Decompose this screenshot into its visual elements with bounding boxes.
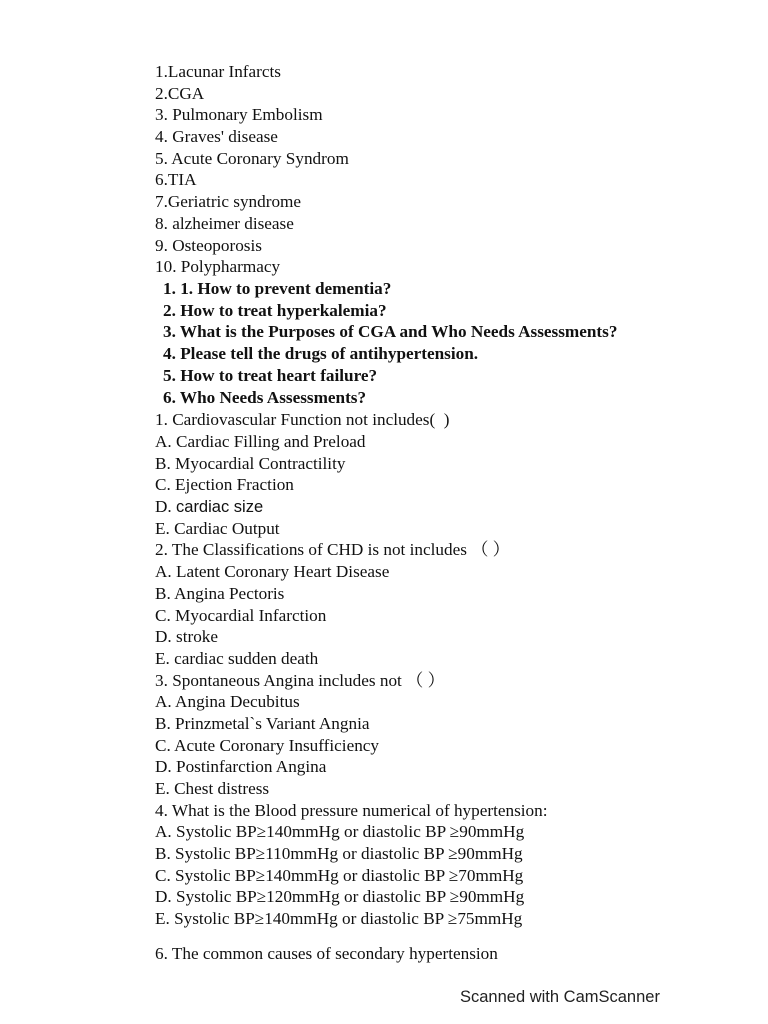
mcq-option: E. Systolic BP≥140mmHg or diastolic BP ≥75mmHg	[155, 909, 523, 929]
mcq-question: 1. Cardiovascular Function not includes( )	[155, 410, 450, 430]
short-question: 6. Who Needs Assessments?	[163, 388, 367, 408]
mcq-option: E. Chest distress	[155, 779, 270, 799]
mcq-option: B. Myocardial Contractility	[155, 453, 346, 473]
mcq-block	[155, 670, 625, 800]
mcq-option: C. Systolic BP≥140mmHg or diastolic BP ≥70mmHg	[155, 865, 524, 885]
topic-item: 1.Lacunar Infarcts	[155, 62, 281, 81]
topic-item: 8. alzheimer disease	[155, 213, 294, 233]
mcq-option: A. Cardiac Filling and Preload	[155, 432, 366, 452]
short-question: 3. What is the Purposes of CGA and Who Needs Assessments?	[163, 322, 618, 342]
mcq-block	[155, 539, 625, 669]
mcq-option	[155, 496, 625, 518]
mcq-option: D. Systolic BP≥120mmHg or diastolic BP ≥90mmHg	[155, 887, 525, 907]
mcq-option: A. Angina Decubitus	[155, 692, 300, 712]
mcq-block	[155, 409, 625, 539]
topic-list	[155, 61, 625, 278]
mcq-option: C. Acute Coronary Insufficiency	[155, 735, 380, 755]
mcq-question: 4. What is the Blood pressure numerical of hypertension:	[155, 800, 548, 820]
mcq-option: B. Prinzmetal`s Variant Angnia	[155, 713, 370, 733]
mcq-option: A. Systolic BP≥140mmHg or diastolic BP ≥90mmHg	[155, 822, 525, 842]
cut-off-line	[155, 944, 575, 965]
topic-item: 5. Acute Coronary Syndrom	[155, 148, 349, 168]
mcq-question: 3. Spontaneous Angina includes not （ ）	[155, 670, 445, 690]
short-question: 1. 1. How to prevent dementia?	[163, 278, 392, 298]
mcq-option: D. stroke	[155, 627, 219, 647]
short-question: 4. Please tell the drugs of antihypertension.	[163, 343, 479, 363]
option-letter: D.	[155, 497, 177, 517]
mcq-option: D. Postinfarction Angina	[155, 757, 327, 777]
short-question: 2. How to treat hyperkalemia?	[163, 300, 387, 320]
mcq-option: C. Myocardial Infarction	[155, 605, 327, 625]
mcq-option: E. Cardiac Output	[155, 518, 280, 538]
topic-item: 10. Polypharmacy	[155, 257, 281, 277]
mcq-option: E. cardiac sudden death	[155, 648, 319, 668]
camscanner-watermark: Scanned with CamScanner	[460, 988, 660, 1006]
cut-off-text: 6. The common causes of secondary hypertension	[155, 944, 498, 963]
topic-item: 9. Osteoporosis	[155, 235, 262, 255]
mcq-option: C. Ejection Fraction	[155, 475, 294, 495]
topic-item: 2.CGA	[155, 83, 205, 103]
topic-item: 3. Pulmonary Embolism	[155, 105, 323, 125]
short-question-list	[155, 278, 625, 409]
topic-item: 6.TIA	[155, 170, 197, 190]
option-text: cardiac size	[176, 498, 264, 517]
short-question: 5. How to treat heart failure?	[163, 365, 378, 385]
mcq-question: 2. The Classifications of CHD is not includes （ ）	[155, 540, 510, 560]
mcq-option: A. Latent Coronary Heart Disease	[155, 562, 390, 582]
mcq-option: B. Angina Pectoris	[155, 583, 285, 603]
mcq-option: B. Systolic BP≥110mmHg or diastolic BP ≥90mmHg	[155, 844, 523, 864]
document-body	[155, 61, 625, 930]
topic-item: 4. Graves' disease	[155, 127, 278, 147]
mcq-block	[155, 800, 625, 930]
topic-item: 7.Geriatric syndrome	[155, 192, 302, 212]
